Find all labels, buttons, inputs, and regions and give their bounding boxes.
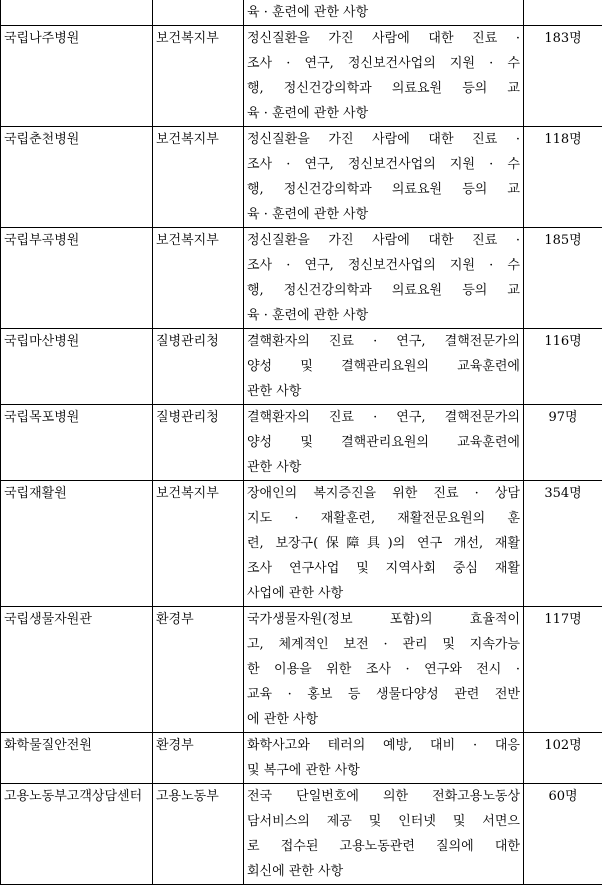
table-row bbox=[1, 733, 602, 784]
duty-line: 육 · 훈련에 관한 사항 bbox=[247, 303, 520, 328]
duty-line: 화학사고와 테러의 예방, 대비 · 대응 bbox=[247, 733, 520, 758]
duty-cell bbox=[244, 607, 524, 733]
duty-line: 행, 정신건강의학과 의료요원 등의 교 bbox=[247, 76, 520, 101]
duty-line: 및 복구에 관한 사항 bbox=[247, 758, 520, 783]
duty-line: 관한 사항 bbox=[247, 379, 520, 404]
table-body bbox=[1, 0, 602, 885]
duty-line: 에 관한 사항 bbox=[247, 707, 520, 732]
agency-name-cell bbox=[1, 0, 153, 26]
ministry-cell bbox=[153, 0, 244, 26]
ministry-cell: 환경부 bbox=[153, 607, 244, 733]
duty-line: 조사 · 연구, 정신보건사업의 지원 · 수 bbox=[247, 152, 520, 177]
agency-name-cell: 국립목포병원 bbox=[1, 405, 153, 481]
staff-count-cell bbox=[524, 0, 602, 26]
table-row bbox=[1, 784, 602, 885]
ministry-cell: 환경부 bbox=[153, 733, 244, 784]
duty-cell bbox=[244, 329, 524, 405]
duty-line: 회신에 관한 사항 bbox=[247, 859, 520, 884]
duty-line: 조사 · 연구, 정신보건사업의 지원 · 수 bbox=[247, 253, 520, 278]
agency-name-cell: 국립생물자원관 bbox=[1, 607, 153, 733]
ministry-cell: 보건복지부 bbox=[153, 127, 244, 228]
duty-cell bbox=[244, 127, 524, 228]
staff-count-cell: 97명 bbox=[524, 405, 602, 481]
agency-name-cell: 국립재활원 bbox=[1, 481, 153, 607]
duty-line: 장애인의 복지증진을 위한 진료 · 상담 bbox=[247, 481, 520, 506]
duty-cell bbox=[244, 26, 524, 127]
table-row bbox=[1, 127, 602, 228]
ministry-cell: 질병관리청 bbox=[153, 329, 244, 405]
duty-line: 교육 · 홍보 등 생물다양성 관련 전반 bbox=[247, 682, 520, 707]
duty-line: 행, 정신건강의학과 의료요원 등의 교 bbox=[247, 278, 520, 303]
staff-count-cell: 185명 bbox=[524, 228, 602, 329]
table-row bbox=[1, 329, 602, 405]
staff-count-cell: 118명 bbox=[524, 127, 602, 228]
table-row bbox=[1, 481, 602, 607]
duty-line: 한 이용을 위한 조사 · 연구와 전시 · bbox=[247, 657, 520, 682]
staff-count-cell: 116명 bbox=[524, 329, 602, 405]
duty-line: 육 · 훈련에 관한 사항 bbox=[247, 101, 520, 126]
duty-cell bbox=[244, 784, 524, 885]
ministry-cell: 보건복지부 bbox=[153, 481, 244, 607]
table-row bbox=[1, 228, 602, 329]
duty-line: 정신질환을 가진 사람에 대한 진료 · bbox=[247, 228, 520, 253]
ministry-cell: 고용노동부 bbox=[153, 784, 244, 885]
duty-line: 관한 사항 bbox=[247, 455, 520, 480]
duty-line: 담서비스의 제공 및 인터넷 및 서면으 bbox=[247, 809, 520, 834]
duty-line: 결핵환자의 진료 · 연구, 결핵전문가의 bbox=[247, 329, 520, 354]
staff-count-cell: 60명 bbox=[524, 784, 602, 885]
duty-line: 정신질환을 가진 사람에 대한 진료 · bbox=[247, 26, 520, 51]
duty-line: 육 · 훈련에 관한 사항 bbox=[247, 0, 520, 25]
duty-line: 고, 체계적인 보전 · 관리 및 지속가능 bbox=[247, 632, 520, 657]
duty-line: 육 · 훈련에 관한 사항 bbox=[247, 202, 520, 227]
staff-count-cell: 117명 bbox=[524, 607, 602, 733]
duty-line: 국가생물자원(정보 포함)의 효율적이 bbox=[247, 607, 520, 632]
ministry-cell: 보건복지부 bbox=[153, 26, 244, 127]
duty-line: 전국 단일번호에 의한 전화고용노동상 bbox=[247, 784, 520, 809]
duty-cell bbox=[244, 733, 524, 784]
duty-cell bbox=[244, 405, 524, 481]
duty-line: 결핵환자의 진료 · 연구, 결핵전문가의 bbox=[247, 405, 520, 430]
table-row bbox=[1, 0, 602, 26]
table-row bbox=[1, 405, 602, 481]
duty-cell bbox=[244, 0, 524, 26]
agency-name-cell: 국립춘천병원 bbox=[1, 127, 153, 228]
duty-line: 로 접수된 고용노동관련 질의에 대한 bbox=[247, 834, 520, 859]
agency-name-cell: 화학물질안전원 bbox=[1, 733, 153, 784]
staff-count-cell: 183명 bbox=[524, 26, 602, 127]
duty-line: 행, 정신건강의학과 의료요원 등의 교 bbox=[247, 177, 520, 202]
ministry-cell: 질병관리청 bbox=[153, 405, 244, 481]
agency-name-cell: 국립마산병원 bbox=[1, 329, 153, 405]
duty-line: 련, 보장구(保障具)의 연구 개선, 재활 bbox=[247, 531, 520, 556]
table-row bbox=[1, 26, 602, 127]
agency-name-cell: 국립부곡병원 bbox=[1, 228, 153, 329]
duty-line: 사업에 관한 사항 bbox=[247, 581, 520, 606]
duty-cell bbox=[244, 481, 524, 607]
duty-line: 양성 및 결핵관리요원의 교육훈련에 bbox=[247, 430, 520, 455]
staff-count-cell: 102명 bbox=[524, 733, 602, 784]
duty-line: 정신질환을 가진 사람에 대한 진료 · bbox=[247, 127, 520, 152]
duty-line: 양성 및 결핵관리요원의 교육훈련에 bbox=[247, 354, 520, 379]
agency-name-cell: 국립나주병원 bbox=[1, 26, 153, 127]
agency-name-cell: 고용노동부고객상담센터 bbox=[1, 784, 153, 885]
table-row bbox=[1, 607, 602, 733]
staff-count-cell: 354명 bbox=[524, 481, 602, 607]
duty-line: 조사 연구사업 및 지역사회 중심 재활 bbox=[247, 556, 520, 581]
duty-line: 지도 · 재활훈련, 재활전문요원의 훈 bbox=[247, 506, 520, 531]
duty-line: 조사 · 연구, 정신보건사업의 지원 · 수 bbox=[247, 51, 520, 76]
ministry-cell: 보건복지부 bbox=[153, 228, 244, 329]
duty-cell bbox=[244, 228, 524, 329]
